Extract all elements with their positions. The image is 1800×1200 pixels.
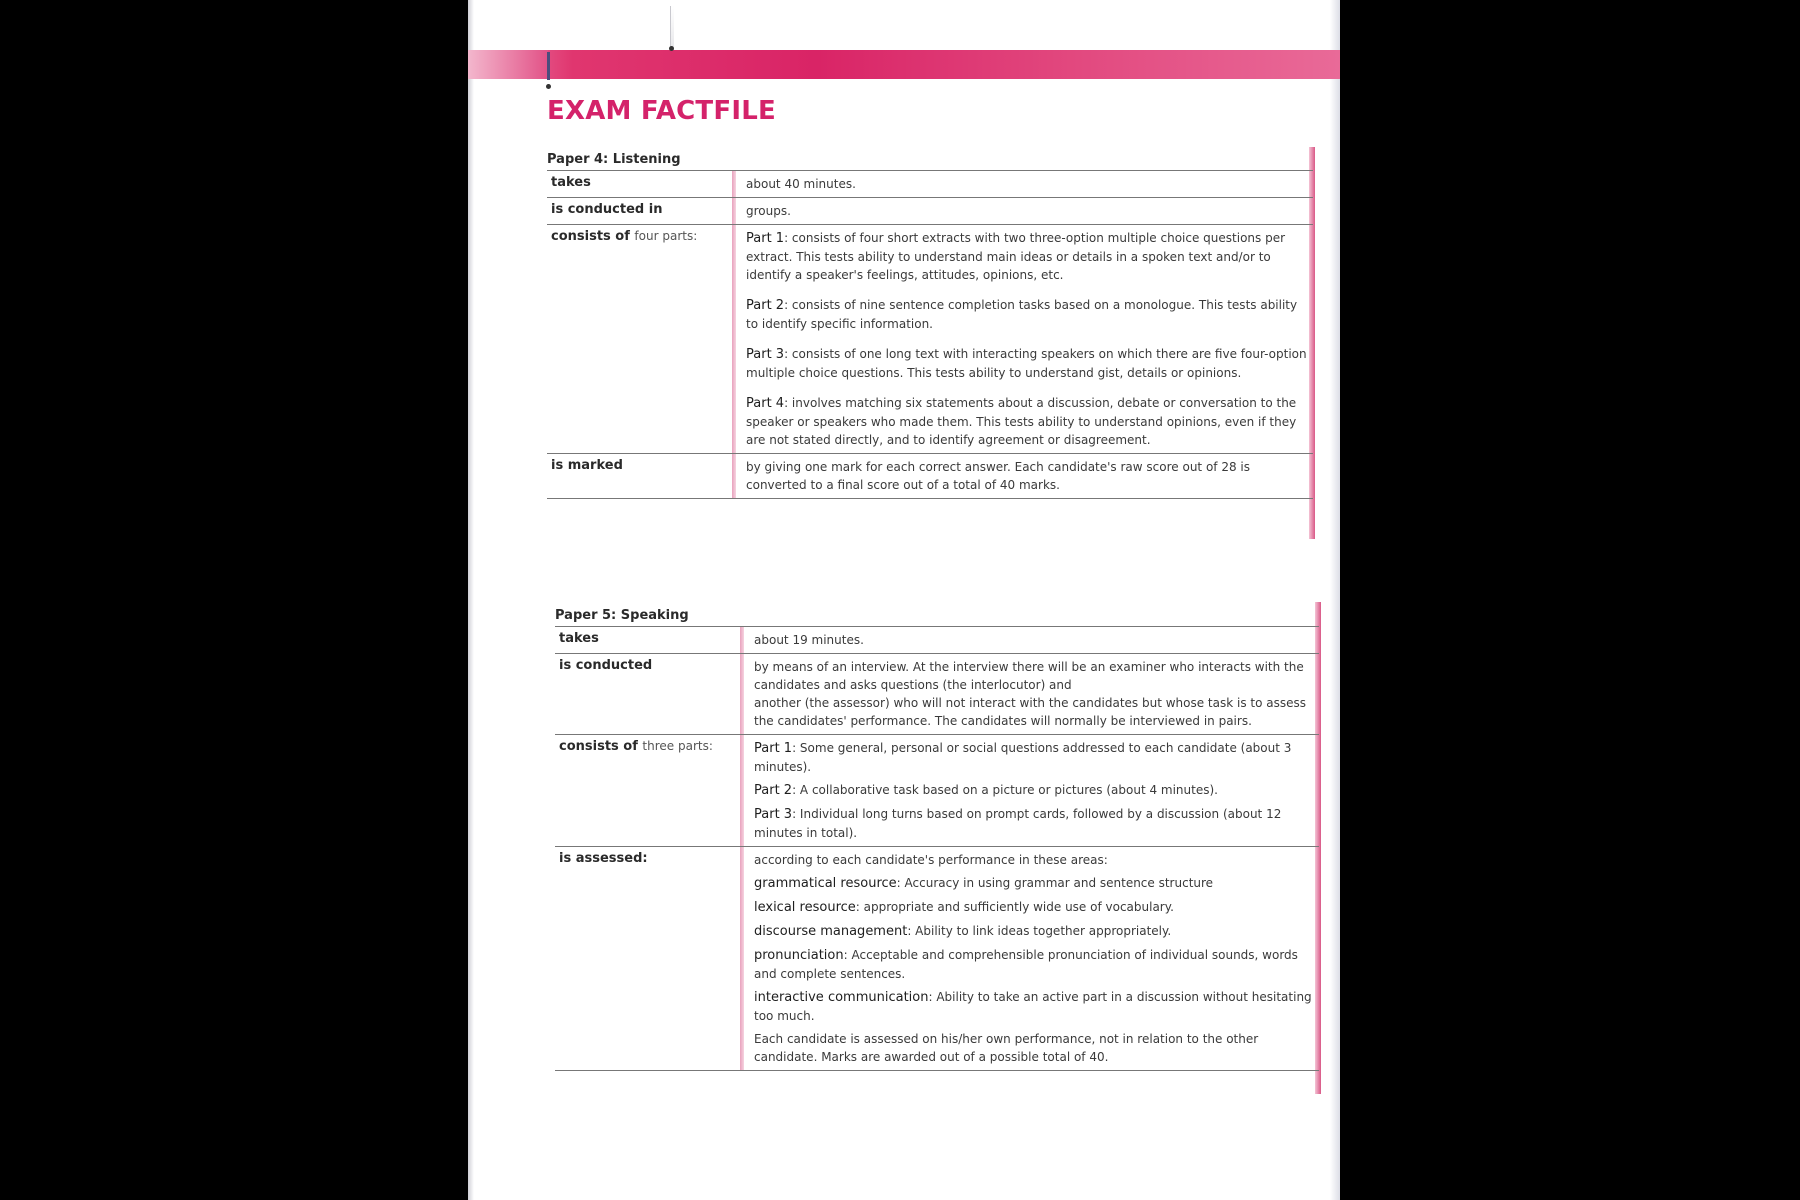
margin-marker-dot xyxy=(546,84,551,89)
speaking-part xyxy=(754,739,1313,776)
assessed-intro: according to each candidate's performance in these areas: xyxy=(754,853,1108,867)
speaking-takes-value: about 19 minutes. xyxy=(740,627,1319,653)
part-term: Part 3 xyxy=(746,347,785,362)
margin-marker xyxy=(547,52,550,80)
part-text: : Some general, personal or social questions addressed to each candidate (about 3 minutes). xyxy=(754,741,1292,774)
part-term: Part 2 xyxy=(754,783,793,798)
speaking-takes-label: takes xyxy=(559,631,599,646)
speaking-part xyxy=(754,805,1313,842)
assessment-criterion xyxy=(754,874,1313,893)
criterion-text: : appropriate and sufficiently wide use of vocabulary. xyxy=(855,900,1174,914)
listening-parts-list xyxy=(732,225,1313,453)
part-term: Part 1 xyxy=(754,741,793,756)
speaking-conducted-value xyxy=(740,654,1319,734)
assessment-criterion xyxy=(754,922,1313,941)
listening-consists-term: consists of xyxy=(551,229,630,244)
speaking-consists-label xyxy=(555,735,740,846)
speaking-parts-list xyxy=(740,735,1319,846)
assessment-criterion xyxy=(754,946,1313,983)
listening-takes-value: about 40 minutes. xyxy=(732,171,1313,197)
part-text: : A collaborative task based on a picture or pictures (about 4 minutes). xyxy=(792,783,1218,797)
header-color-band xyxy=(468,50,1340,79)
assessment-criterion xyxy=(754,898,1313,917)
assessment-criterion xyxy=(754,988,1313,1025)
page-left-shadow xyxy=(468,0,474,1200)
listening-row-marked xyxy=(547,453,1313,499)
speaking-assessed-value xyxy=(740,847,1319,1070)
part-text: : consists of one long text with interacting speakers on which there are five four-option multiple choice questions. This tests ability to understand gist, details or opinions. xyxy=(746,347,1307,380)
criterion-text: : Ability to link ideas together appropriately. xyxy=(907,924,1172,938)
part-term: Part 3 xyxy=(754,807,793,822)
listening-part xyxy=(746,296,1307,333)
page-right-shadow xyxy=(1330,0,1340,1200)
listening-takes-label: takes xyxy=(551,175,591,190)
part-text: : involves matching six statements about a discussion, debate or conversation to the speaker or speakers who made them. This tests ability to understand opinions, even if they are not stated directly, and to identify agreement or disagreement. xyxy=(746,396,1297,447)
listening-part xyxy=(746,345,1307,382)
header-band-highlight xyxy=(468,50,548,79)
listening-marked-value: by giving one mark for each correct answer. Each candidate's raw score out of 28 is converted to a final score out of a total of 40 marks. xyxy=(732,454,1313,498)
assessed-note: Each candidate is assessed on his/her own performance, not in relation to the other candidate. Marks are awarded out of a possible total of 40. xyxy=(754,1032,1259,1064)
listening-section-title: Paper 4: Listening xyxy=(547,152,681,167)
listening-conducted-label: is conducted in xyxy=(551,202,663,217)
part-term: Part 2 xyxy=(746,298,785,313)
criterion-text: : Ability to take an active part in a discussion without hesitating too much. xyxy=(754,990,1312,1023)
listening-row-consists xyxy=(547,224,1313,453)
spine-crease xyxy=(670,6,674,50)
listening-consists-extra: four parts: xyxy=(634,229,698,243)
speaking-row-conducted xyxy=(555,653,1319,734)
speaking-conducted-line-1: by means of an interview. At the interview there will be an examiner who interacts with the candidates and asks questions (the interlocutor) and xyxy=(754,660,1304,692)
listening-row-conducted xyxy=(547,197,1313,224)
listening-table xyxy=(547,150,1313,499)
speaking-consists-term: consists of xyxy=(559,739,638,754)
speaking-conducted-label: is conducted xyxy=(559,658,653,673)
part-text: : Individual long turns based on prompt cards, followed by a discussion (about 12 minutes in total). xyxy=(754,807,1282,840)
criterion-term: grammatical resource xyxy=(754,876,897,891)
speaking-consists-extra: three parts: xyxy=(642,739,713,753)
listening-consists-label xyxy=(547,225,732,453)
speaking-section-title: Paper 5: Speaking xyxy=(555,608,689,623)
part-text: : consists of nine sentence completion tasks based on a monologue. This tests ability to identify specific information. xyxy=(746,298,1298,331)
page-title: EXAM FACTFILE xyxy=(547,96,776,126)
criterion-term: pronunciation xyxy=(754,948,844,963)
criterion-term: interactive communication xyxy=(754,990,929,1005)
speaking-assessed-label: is assessed: xyxy=(559,851,648,866)
part-text: : consists of four short extracts with two three-option multiple choice questions per extract. This tests ability to understand main ideas or details in a spoken text and/or to identify a speaker's feelings, attitudes, opinions, etc. xyxy=(746,231,1286,282)
criterion-term: discourse management xyxy=(754,924,908,939)
speaking-conducted-line-2: another (the assessor) who will not interact with the candidates but whose task is to assess the candidates' performance. The candidates will normally be interviewed in pairs. xyxy=(754,696,1306,728)
speaking-row-takes xyxy=(555,626,1319,653)
listening-marked-label: is marked xyxy=(551,458,623,473)
scanned-page xyxy=(468,0,1340,1200)
speaking-table xyxy=(555,606,1319,1071)
speaking-part xyxy=(754,781,1313,800)
speaking-row-assessed xyxy=(555,846,1319,1071)
spine-dot xyxy=(669,46,674,51)
listening-row-takes xyxy=(547,170,1313,197)
part-term: Part 4 xyxy=(746,396,785,411)
criterion-text: : Acceptable and comprehensible pronunciation of individual sounds, words and complete sentences. xyxy=(754,948,1298,981)
criterion-term: lexical resource xyxy=(754,900,856,915)
listening-part xyxy=(746,394,1307,449)
listening-part xyxy=(746,229,1307,284)
part-term: Part 1 xyxy=(746,231,785,246)
listening-conducted-value: groups. xyxy=(732,198,1313,224)
criterion-text: : Accuracy in using grammar and sentence structure xyxy=(896,876,1214,890)
speaking-row-consists xyxy=(555,734,1319,846)
